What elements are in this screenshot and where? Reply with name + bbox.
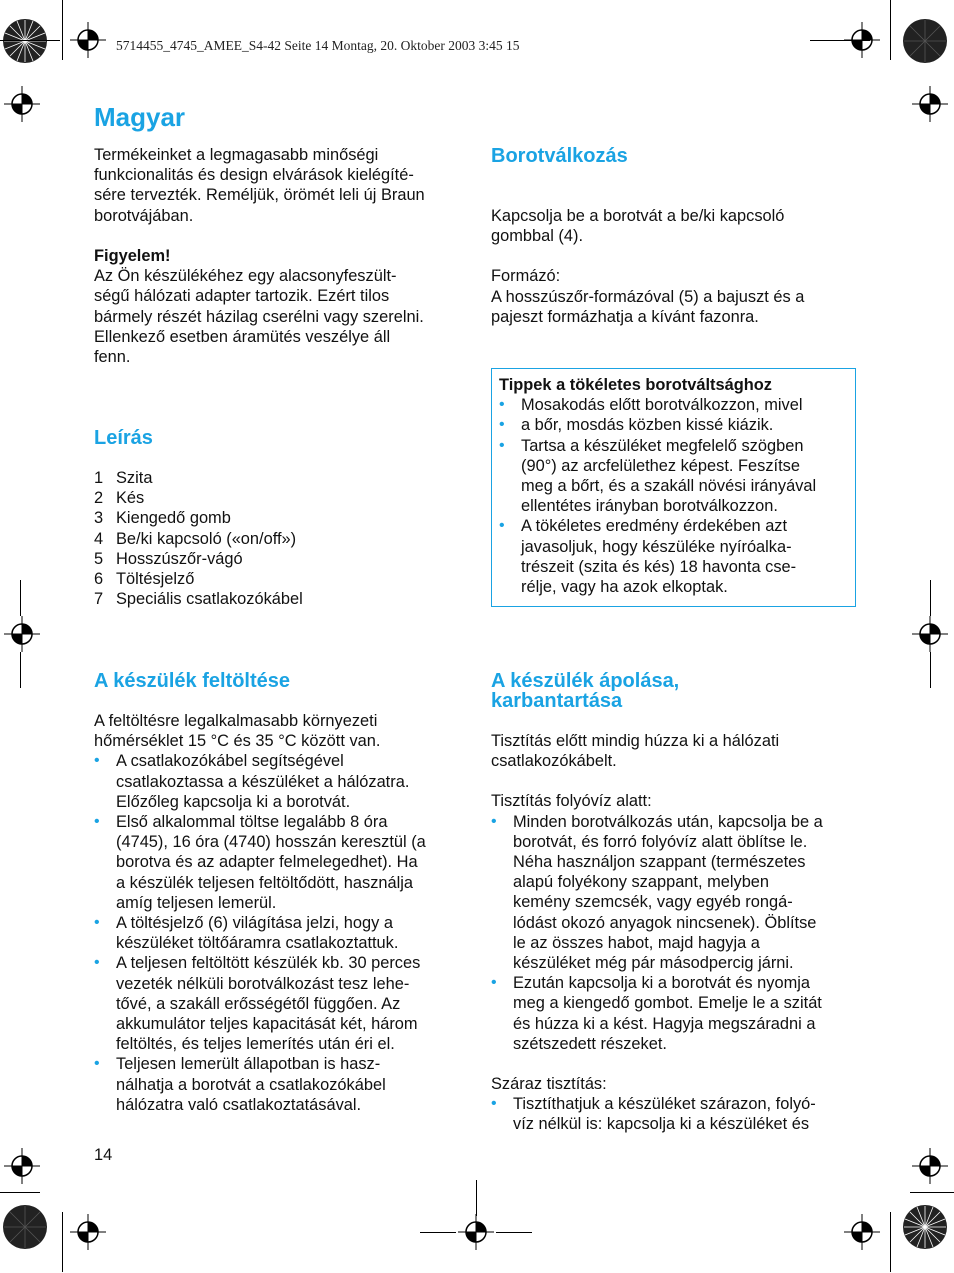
text-line: készüléket még pár másodpercig járni. — [513, 954, 794, 973]
item-number: 6 — [94, 570, 104, 589]
bullet-item — [94, 1054, 464, 1115]
bullet-item — [94, 751, 464, 812]
text-line: hálózatra való csatlakoztatásával. — [116, 1095, 362, 1114]
text-line: és húzza ki a kést. Hagyja megszáradni a — [513, 1014, 816, 1033]
text-line: lódást okozó anyagok nincsenek). Öblítse — [513, 913, 817, 932]
text-line: fenn. — [94, 348, 131, 367]
wet-cleaning-bullets — [491, 812, 856, 1054]
bullet-item — [499, 436, 849, 517]
registration-target-icon — [844, 1214, 880, 1250]
item-label: Töltésjelző — [116, 570, 195, 589]
text-line: Tisztítás előtt mindig húzza ki a hálózati — [491, 732, 780, 750]
list-item — [94, 488, 464, 508]
text-line: szétszedett részeket. — [513, 1034, 667, 1053]
text-line: amíg teljesen lemerül. — [116, 893, 277, 912]
text-line: csatlakoztassa a készüléket a hálózatra. — [116, 772, 410, 791]
text-line: Első alkalommal töltse legalább 8 óra — [116, 813, 388, 832]
warning-heading: Figyelem! — [94, 247, 171, 265]
wet-cleaning-label: Tisztítás folyóvíz alatt: — [491, 792, 652, 811]
bullet-item — [94, 913, 464, 953]
text-line: Ellenkező esetben áramütés veszélye áll — [94, 327, 391, 346]
heading-line: A készülék ápolása, — [491, 670, 680, 692]
bullet-icon: • — [94, 752, 100, 770]
registration-target-icon — [912, 616, 948, 652]
text-line: meg a bőrt, és a szakáll növési irányával — [521, 477, 817, 496]
bullet-icon: • — [499, 517, 505, 535]
text-line: A csatlakozókábel segítségével — [116, 752, 344, 771]
text-line: hőmérséklet 15 °C és 35 °C között van. — [94, 732, 381, 751]
bullet-icon: • — [94, 954, 100, 972]
text-line: A hosszúszőr-formázóval (5) a bajuszt és a — [491, 287, 805, 306]
page-title: Magyar — [94, 102, 186, 132]
dry-cleaning-bullets — [491, 1094, 856, 1134]
item-label: Szita — [116, 469, 153, 487]
text-line: Ezután kapcsolja ki a borotvát és nyomja — [513, 974, 811, 993]
description-heading: Leírás — [94, 427, 153, 449]
bullet-item — [499, 395, 849, 415]
item-label: Be/ki kapcsoló («on/off») — [116, 529, 297, 548]
starburst-icon — [2, 18, 48, 64]
bullet-item — [499, 516, 849, 597]
item-label: Kés — [116, 489, 145, 508]
item-number: 4 — [94, 529, 104, 548]
bullet-icon: • — [94, 914, 100, 932]
registration-target-icon — [912, 1148, 948, 1184]
parts-list — [94, 468, 464, 609]
bullet-icon: • — [491, 1095, 497, 1113]
text-line: rélje, vagy ha azok elkoptak. — [521, 578, 728, 597]
text-line: feltöltés, és teljes lemerítés után éri el. — [116, 1035, 395, 1054]
text-line: A feltöltésre legalkalmasabb környezeti — [94, 712, 378, 730]
text-line: pajeszt formázhatja a kívánt fazonra. — [491, 307, 759, 326]
text-line: Mosakodás előtt borotválkozzon, mivel — [521, 396, 803, 415]
text-line: A töltésjelző (6) világítása jelzi, hogy a — [116, 914, 393, 933]
item-number: 2 — [94, 489, 104, 508]
text-line: (4745), 16 óra (4740) hosszán keresztül (a — [116, 833, 426, 852]
text-line: ségű hálózati adapter tartozik. Ezért tilos — [94, 287, 390, 306]
registration-target-icon — [70, 1214, 106, 1250]
text-line: borotvát, és forró folyóvíz alatt öblítse le. — [513, 832, 808, 851]
text-line: le az összes habot, majd hagyja a — [513, 933, 760, 952]
registration-target-icon — [70, 22, 106, 58]
registration-target-icon — [4, 86, 40, 122]
text-line: meg a kiengedő gombot. Emelje le a szitát — [513, 994, 822, 1013]
item-label: Kiengedő gomb — [116, 509, 231, 528]
text-line: gombbal (4). — [491, 227, 584, 246]
bullet-icon: • — [94, 813, 100, 831]
shaving-heading: Borotválkozás — [491, 145, 628, 167]
starburst-icon — [2, 1204, 48, 1250]
care-section — [491, 731, 856, 1135]
text-line: Tartsa a készüléket megfelelő szögben — [521, 436, 804, 455]
text-line: Minden borotválkozás után, kapcsolja be a — [513, 812, 823, 831]
bullet-icon: • — [499, 396, 505, 414]
list-item — [94, 529, 464, 549]
text-line: A tökéletes eredmény érdekében azt — [521, 517, 788, 536]
text-line: trészeit (szita és kés) 18 havonta cse- — [521, 557, 797, 576]
bullet-icon: • — [491, 812, 497, 830]
intro-paragraph — [94, 145, 464, 226]
bullet-icon: • — [94, 1055, 100, 1073]
list-item — [94, 549, 464, 569]
registration-target-icon — [4, 1148, 40, 1184]
text-line: Az Ön készülékéhez egy alacsonyfeszült- — [94, 267, 397, 286]
shaving-paragraph — [491, 206, 856, 327]
item-number: 5 — [94, 549, 104, 568]
text-line: Termékeinket a legmagasabb minőségi — [94, 146, 379, 164]
dry-cleaning-label: Száraz tisztítás: — [491, 1075, 607, 1094]
text-line: Formázó: — [491, 267, 561, 286]
starburst-icon — [902, 1204, 948, 1250]
text-line: A teljesen feltöltött készülék kb. 30 perces — [116, 954, 421, 973]
text-line: Kapcsolja be a borotvát a be/ki kapcsoló — [491, 207, 785, 225]
text-line: Tisztíthatjuk a készüléket szárazon, folyó- — [513, 1095, 816, 1114]
text-line: készüléket töltőáramra csatlakoztattuk. — [116, 934, 399, 953]
list-item — [94, 569, 464, 589]
text-line: a bőr, mosdás közben kissé kiázik. — [521, 416, 774, 435]
heading-line: karbantartása — [491, 690, 623, 712]
item-label: Hosszúszőr-vágó — [116, 549, 243, 568]
registration-target-icon — [912, 86, 948, 122]
text-line: akkumulátor teljes kapacitását két, három — [116, 1015, 418, 1034]
bullet-item — [94, 812, 464, 913]
item-number: 7 — [94, 590, 104, 609]
text-line: vezeték nélküli borotválkozást tesz lehe- — [116, 974, 410, 993]
bullet-item — [491, 1094, 856, 1134]
text-line: víz nélkül is: kapcsolja ki a készüléket és — [513, 1115, 810, 1134]
text-line: borotvájában. — [94, 206, 194, 225]
bullet-item — [491, 973, 856, 1054]
text-line: alapú folyékony szappant, melyben — [513, 873, 770, 892]
item-label: Speciális csatlakozókábel — [116, 590, 303, 609]
registration-target-icon — [458, 1214, 494, 1250]
list-item — [94, 589, 464, 609]
warning-paragraph — [94, 246, 464, 367]
text-line: a készülék teljesen feltöltődött, használja — [116, 873, 414, 892]
care-heading — [491, 671, 679, 711]
bullet-item — [491, 812, 856, 974]
tips-title: Tippek a tökéletes borotváltsághoz — [499, 376, 772, 394]
bullet-item — [499, 415, 849, 435]
text-line: sére tervezték. Reméljük, örömét leli új Braun — [94, 186, 425, 205]
bullet-item — [94, 953, 464, 1054]
charging-heading: A készülék feltöltése — [94, 670, 291, 692]
bullet-icon: • — [491, 974, 497, 992]
item-number: 1 — [94, 469, 104, 487]
tips-bullets — [499, 395, 849, 597]
item-number: 3 — [94, 509, 104, 528]
page-number: 14 — [94, 1146, 113, 1164]
starburst-icon — [902, 18, 948, 64]
bullet-icon: • — [499, 436, 505, 454]
charging-section — [94, 711, 464, 1115]
text-line: borotva és az adapter felmelegedhet). Ha — [116, 853, 418, 872]
text-line: csatlakozókábelt. — [491, 752, 617, 771]
bullet-icon: • — [499, 416, 505, 434]
text-line: (90°) az arcfelülethez képest. Feszítse — [521, 456, 800, 475]
list-item — [94, 508, 464, 528]
text-line: funkcionalitás és design elvárások kielégíté- — [94, 166, 414, 185]
text-line: nálhatja a borotvát a csatlakozókábel — [116, 1075, 386, 1094]
registration-target-icon — [4, 616, 40, 652]
text-line: ellentétes irányban borotválkozzon. — [521, 497, 778, 516]
text-line: Néha használjon szappant (természetes — [513, 853, 806, 872]
print-header: 5714455_4745_AMEE_S4-42 Seite 14 Montag, 20. Oktober 2003 3:45 15 — [116, 38, 520, 53]
text-line: Teljesen lemerült állapotban is hasz- — [116, 1055, 381, 1074]
text-line: bármely részét házilag cserélni vagy szerelni. — [94, 307, 424, 326]
text-line: javasoljuk, hogy készüléke nyíróalka- — [521, 537, 792, 556]
list-item — [94, 468, 464, 488]
text-line: Előzőleg kapcsolja ki a borotvát. — [116, 792, 351, 811]
charging-bullets — [94, 751, 464, 1115]
text-line: tővé, a szakáll erősségétől függően. Az — [116, 994, 401, 1013]
text-line: kemény szemcsék, vagy egyéb rongá- — [513, 893, 793, 912]
tips-box — [491, 368, 856, 607]
